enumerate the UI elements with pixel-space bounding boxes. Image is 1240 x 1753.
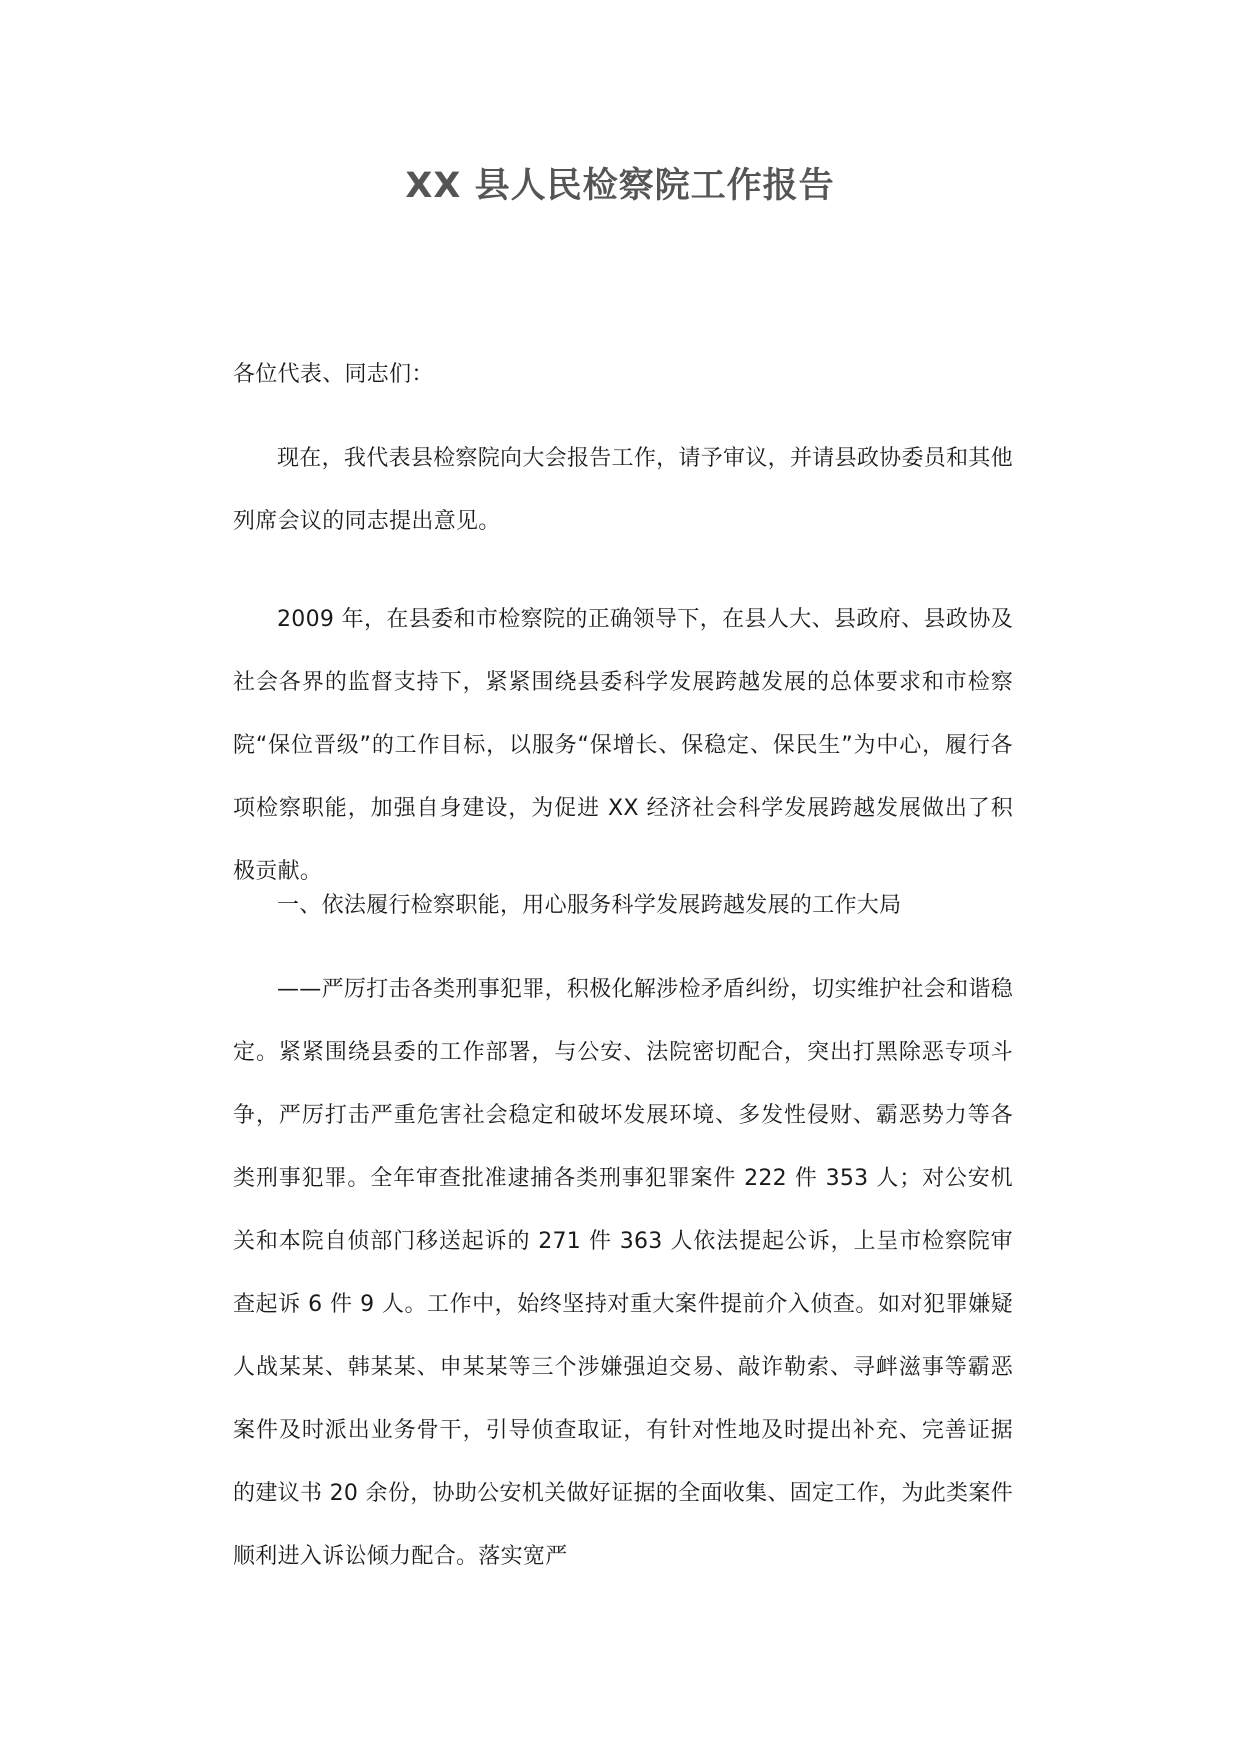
paragraph-intro: 现在，我代表县检察院向大会报告工作，请予审议，并请县政协委员和其他列席会议的同志提出意见。 xyxy=(233,446,1013,534)
section-paragraph: ——严厉打击各类刑事犯罪，积极化解涉检矛盾纠纷，切实维护社会和谐稳定。紧紧围绕县委的工作部署，与公安、法院密切配合，突出打黑除恶专项斗争，严厉打击严重危害社会稳定和破坏发展环境、多发性侵财、霸恶势力等各类刑事犯罪。全年审查批准逮捕各类刑事犯罪案件 222 件 353 人；对公安机关和本院自侦部门移送起诉的 271 件 363 人依法提起公诉，上呈市检察院审查起诉 6 件 9 人。工作中，始终坚持对重大案件提前介入侦查。如对犯罪嫌疑人战某某、韩某某、申某某等三个涉嫌强迫交易、敲诈勒索、寻衅滋事等霸恶案件及时派出业务骨干，引导侦查取证，有针对性地及时提出补充、完善证据的建议书 20 余份，协助公安机关做好证据的全面收集、固定工作，为此类案件顺利进入诉讼倾力配合。落实宽严 xyxy=(233,977,1013,1569)
paragraph-summary: 2009 年，在县委和市检察院的正确领导下，在县人大、县政府、县政协及社会各界的监督支持下，紧紧围绕县委科学发展跨越发展的总体要求和市检察院“保位晋级”的工作目标，以服务“保增长、保稳定、保民生”为中心，履行各项检察职能，加强自身建设，为促进 XX 经济社会科学发展跨越发展做出了积极贡献。 xyxy=(233,607,1013,884)
section-heading: 一、依法履行检察职能，用心服务科学发展跨越发展的工作大局 xyxy=(277,893,902,918)
salutation: 各位代表、同志们： xyxy=(233,362,434,387)
document-title: XX 县人民检察院工作报告 xyxy=(405,166,835,206)
